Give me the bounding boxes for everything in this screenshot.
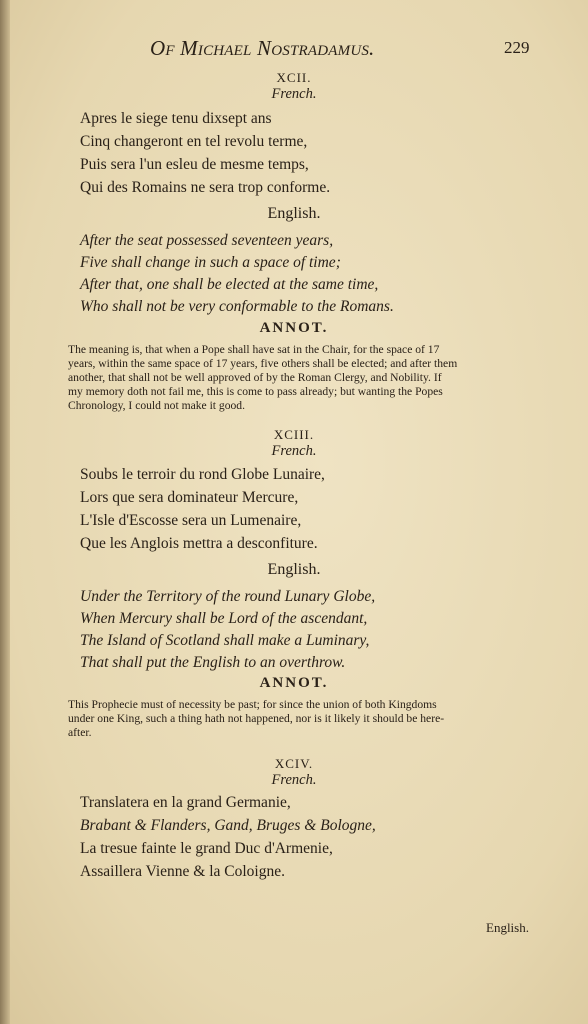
quatrain-93-annot-line: This Prophecie must of necessity be past; for since the union of both Kingdoms <box>68 698 437 711</box>
quatrain-94-french-line: Translatera en la grand Germanie, <box>80 794 291 811</box>
quatrain-94-french-line: Assaillera Vienne & la Coloigne. <box>80 863 285 880</box>
catchword: English. <box>486 920 529 935</box>
quatrain-92-annot-heading: ANNOT. <box>259 320 329 336</box>
quatrain-93-french-heading: French. <box>271 443 317 459</box>
quatrain-92-numeral: XCII. <box>276 70 312 85</box>
quatrain-92-english-line: After the seat possessed seventeen years, <box>80 232 334 249</box>
quatrain-92-english-line: Five shall change in such a space of time; <box>80 254 341 271</box>
quatrain-92-annot-line: Chronology, I could not make it good. <box>68 399 245 412</box>
quatrain-93-numeral: XCIII. <box>273 427 315 442</box>
quatrain-94-french-line: Brabant & Flanders, Gand, Bruges & Bologne, <box>80 817 376 834</box>
quatrain-93-french-line: Que les Anglois mettra a desconfiture. <box>80 535 318 552</box>
quatrain-94-french-heading: French. <box>271 772 317 788</box>
page-number: 229 <box>504 38 530 57</box>
quatrain-92-french-line: Apres le siege tenu dixsept ans <box>80 110 272 127</box>
quatrain-93-annot-line: under one King, such a thing hath not happened, nor is it likely it should be here- <box>68 712 445 725</box>
quatrain-93-french-line: L'Isle d'Escosse sera un Lumenaire, <box>80 512 302 529</box>
quatrain-93-annot-heading: ANNOT. <box>259 675 329 691</box>
quatrain-92-annot-line: The meaning is, that when a Pope shall have sat in the Chair, for the space of 17 <box>68 343 440 356</box>
quatrain-92-french-line: Qui des Romains ne sera trop conforme. <box>80 179 331 196</box>
quatrain-92-annot-line: my memory doth not fail me, this is come to pass already; but wanting the Popes <box>68 385 443 398</box>
quatrain-92-annot-line: another, that shall not be well approved of by the Roman Clergy, and Nobility. If <box>68 371 442 384</box>
quatrain-94-french-line: La tresue fainte le grand Duc d'Armenie, <box>80 840 333 857</box>
quatrain-92-french-heading: French. <box>271 86 317 102</box>
quatrain-92-french-line: Cinq changeront en tel revolu terme, <box>80 133 308 150</box>
quatrain-93-english-line: When Mercury shall be Lord of the ascendant, <box>80 610 368 627</box>
quatrain-93-english-line: The Island of Scotland shall make a Luminary, <box>80 632 370 649</box>
quatrain-92-french-line: Puis sera l'un esleu de mesme temps, <box>80 156 309 173</box>
quatrain-92-english-line: Who shall not be very conformable to the Romans. <box>80 298 394 315</box>
quatrain-92-annot-line: years, within the same space of 17 years, five others shall be elected; and after them <box>68 357 458 370</box>
quatrain-93-english-line: Under the Territory of the round Lunary Globe, <box>80 588 376 605</box>
quatrain-92-english-heading: English. <box>267 205 321 222</box>
quatrain-92-english-line: After that, one shall be elected at the same time, <box>80 276 379 293</box>
quatrain-93-annot-line: after. <box>68 726 92 739</box>
page-gutter <box>0 0 10 1024</box>
page-header <box>0 36 588 60</box>
quatrain-93-english-heading: English. <box>267 561 321 578</box>
quatrain-93-english-line: That shall put the English to an overthrow. <box>80 654 346 671</box>
quatrain-93-french-line: Lors que sera dominateur Mercure, <box>80 489 299 506</box>
running-title: Of Michael Nostradamus. <box>150 36 375 60</box>
quatrain-94-numeral: XCIV. <box>274 756 314 771</box>
quatrain-93-french-line: Soubs le terroir du rond Globe Lunaire, <box>80 466 325 483</box>
